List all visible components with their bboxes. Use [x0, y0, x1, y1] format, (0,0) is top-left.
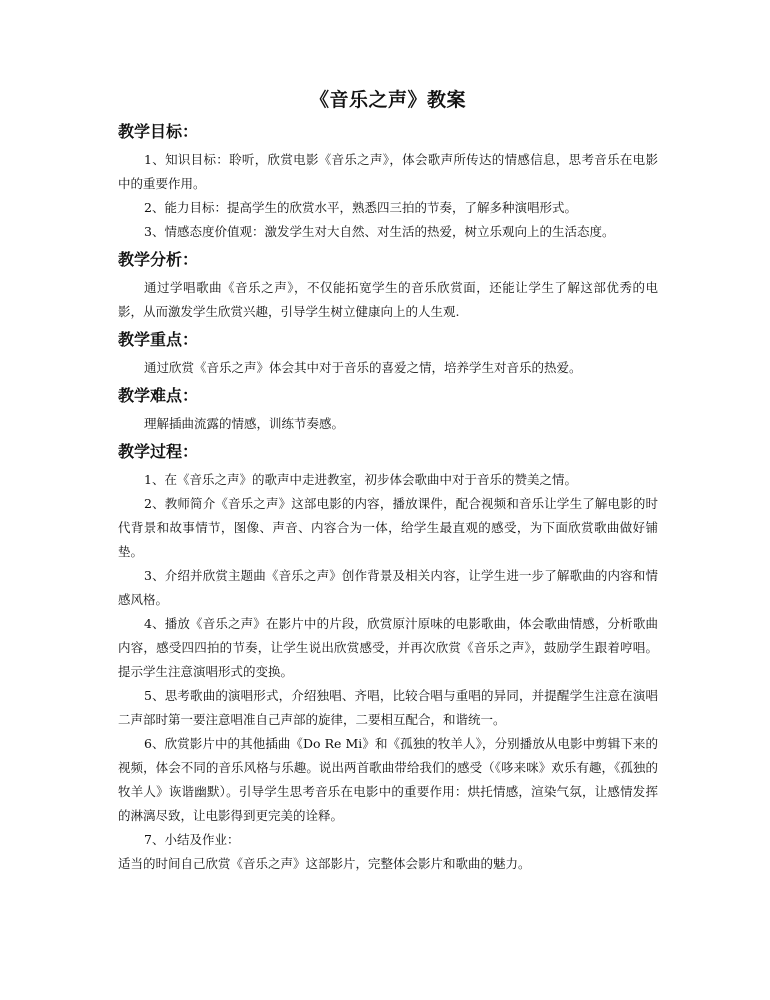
- section-difficulties: [118, 384, 658, 436]
- process-step: 1、在《音乐之声》的歌声中走进教室，初步体会歌曲中对于音乐的赞美之情。: [144, 472, 577, 487]
- section-heading-key-points: 教学重点：: [118, 330, 199, 349]
- section-heading-process: 教学过程：: [118, 442, 199, 461]
- goal-item: 3、情感态度价值观：激发学生对大自然、对生活的热爱，树立乐观向上的生活态度。: [144, 224, 615, 239]
- document-body: [118, 86, 658, 876]
- key-points-paragraph: 通过欣赏《音乐之声》体会其中对于音乐的喜爱之情，培养学生对音乐的热爱。: [144, 360, 582, 375]
- process-step: 3、介绍并欣赏主题曲《音乐之声》创作背景及相关内容，让学生进一步了解歌曲的内容和情感风格。: [118, 568, 658, 607]
- process-step: 5、思考歌曲的演唱形式，介绍独唱、齐唱，比较合唱与重唱的异同，并提醒学生注意在演唱二声部时第一要注意唱准自己声部的旋律，二要相互配合，和谐统一。: [118, 688, 658, 727]
- difficulties-paragraph: 理解插曲流露的情感，训练节奏感。: [144, 416, 345, 431]
- process-step: 6、欣赏影片中的其他插曲《Do Re Mi》和《孤独的牧羊人》，分别播放从电影中剪辑下来的视频，体会不同的音乐风格与乐趣。说出两首歌曲带给我们的感受（《哆来咪》欢乐有趣，《孤独的牧羊人》诙谐幽默）。引导学生思考音乐在电影中的重要作用：烘托情感，渲染气氛，让感情发挥的淋漓尽致，让电影得到更完美的诠释。: [118, 736, 658, 823]
- goal-item: 1、知识目标：聆听，欣赏电影《音乐之声》，体会歌声所传达的情感信息，思考音乐在电影中的重要作用。: [118, 152, 658, 191]
- process-step: 2、教师简介《音乐之声》这部电影的内容，播放课件，配合视频和音乐让学生了解电影的时代背景和故事情节，图像、声音、内容合为一体，给学生最直观的感受，为下面欣赏歌曲做好铺垫。: [118, 496, 658, 559]
- section-heading-difficulties: 教学难点：: [118, 386, 199, 405]
- section-heading-goals: 教学目标：: [118, 122, 199, 141]
- process-step: 7、小结及作业：: [144, 832, 240, 847]
- document-title: 《音乐之声》教案: [309, 89, 466, 111]
- section-key-points: [118, 328, 658, 380]
- section-process: [118, 440, 658, 876]
- section-goals: [118, 120, 658, 244]
- process-closing-paragraph: 适当的时间自己欣赏《音乐之声》这部影片，完整体会影片和歌曲的魅力。: [118, 856, 531, 871]
- goal-item: 2、能力目标：提高学生的欣赏水平，熟悉四三拍的节奏，了解多种演唱形式。: [144, 200, 577, 215]
- process-step: 4、播放《音乐之声》在影片中的片段，欣赏原汁原味的电影歌曲，体会歌曲情感，分析歌曲内容，感受四四拍的节奏，让学生说出欣赏感受，并再次欣赏《音乐之声》，鼓励学生跟着哼唱。提示学生注意演唱形式的变换。: [118, 616, 658, 679]
- section-heading-analysis: 教学分析：: [118, 250, 199, 269]
- section-analysis: [118, 248, 658, 324]
- analysis-paragraph: 通过学唱歌曲《音乐之声》，不仅能拓宽学生的音乐欣赏面，还能让学生了解这部优秀的电影，从而激发学生欣赏兴趣，引导学生树立健康向上的人生观.: [118, 280, 658, 319]
